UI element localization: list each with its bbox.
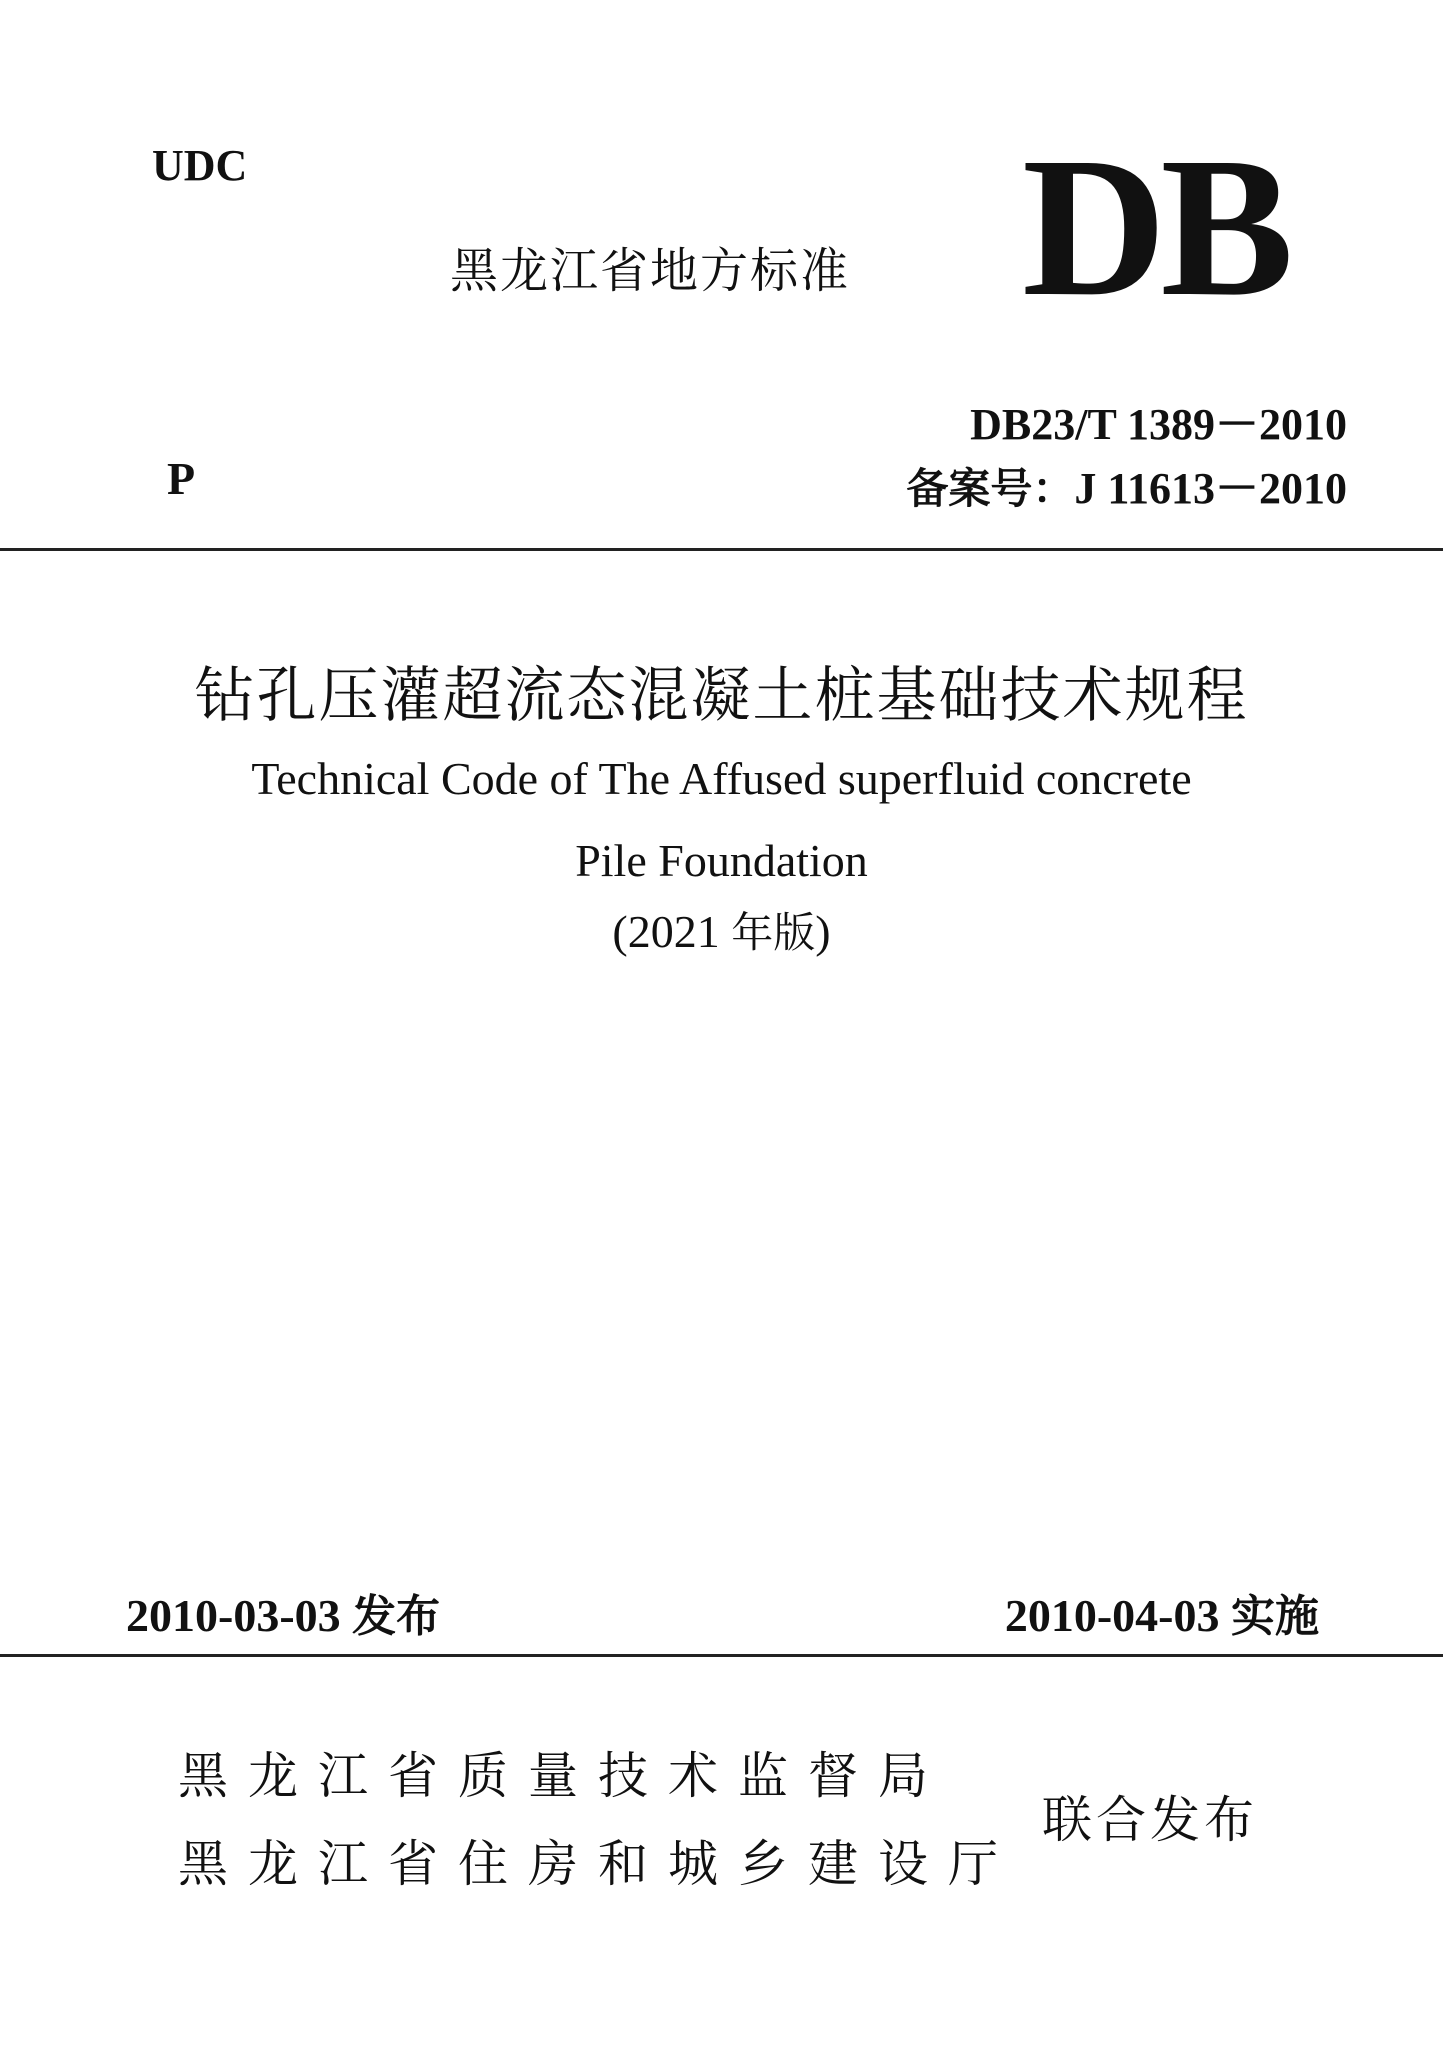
implement-date: 2010-04-03 bbox=[1004, 1590, 1220, 1641]
implement-label: 实施 bbox=[1231, 1591, 1319, 1642]
edition-note bbox=[0, 900, 1443, 960]
db-mark: DB bbox=[1022, 117, 1288, 338]
edition-close: ) bbox=[815, 906, 831, 957]
joint-issue-label: 联合发布 bbox=[1042, 1791, 1258, 1849]
edition-cn: 年版 bbox=[731, 908, 816, 957]
issuer-housing-department: 黑龙江省住房和城乡建设厅 bbox=[178, 1835, 1018, 1893]
standard-number: DB23/T 1389－2010 bbox=[970, 400, 1347, 449]
record-number-line bbox=[906, 452, 1347, 516]
udc-label: UDC bbox=[152, 141, 248, 190]
classification-code: P bbox=[167, 453, 196, 504]
standard-type: 黑龙江省地方标准 bbox=[450, 243, 851, 299]
record-label: 备案号： bbox=[906, 464, 1075, 513]
document-title-cn: 钻孔压灌超流态混凝土桩基础技术规程 bbox=[194, 661, 1249, 731]
issue-date-line bbox=[126, 1580, 440, 1644]
bottom-divider bbox=[0, 1654, 1443, 1657]
top-divider bbox=[0, 548, 1443, 551]
edition-open: (2021 bbox=[612, 906, 732, 957]
issuer-quality-bureau: 黑龙江省质量技术监督局 bbox=[178, 1747, 948, 1805]
issue-date: 2010-03-03 bbox=[126, 1590, 341, 1641]
record-number: J 11613－2010 bbox=[1074, 464, 1347, 513]
document-title-en-line2: Pile Foundation bbox=[575, 835, 868, 886]
issue-label: 发布 bbox=[352, 1591, 441, 1642]
document-title-en-line1: Technical Code of The Affused superfluid concrete bbox=[251, 753, 1192, 804]
implement-date-line bbox=[1005, 1580, 1319, 1644]
